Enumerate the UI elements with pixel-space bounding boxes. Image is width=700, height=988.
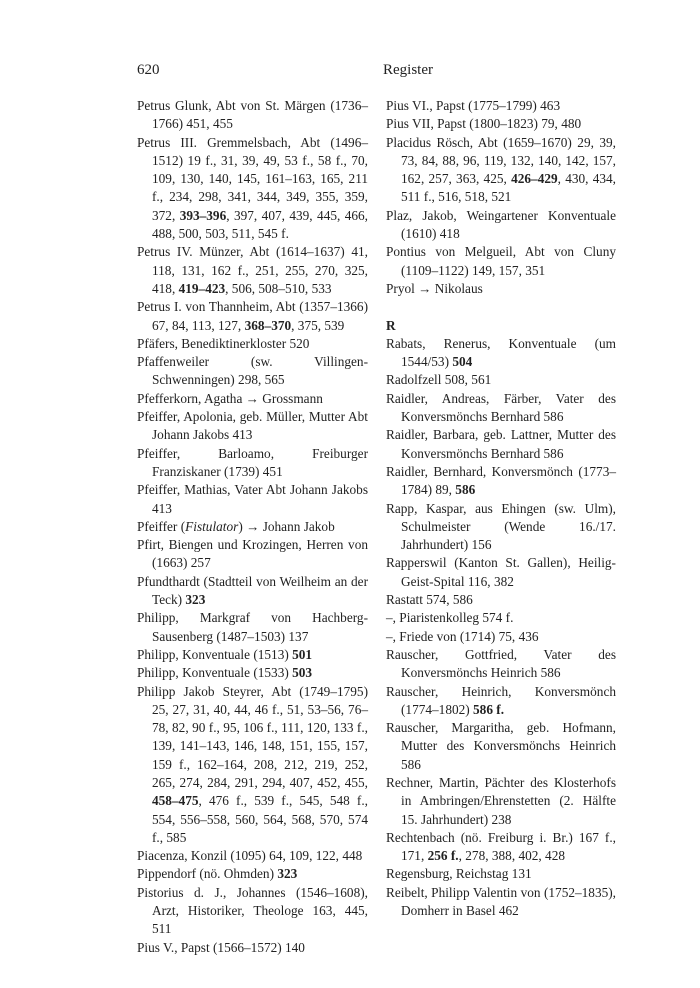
index-entry: Pfäfers, Benediktinerkloster 520	[137, 335, 310, 351]
index-entry: Rapperswil (Kanton St. Gallen), Heilig-Geist-Spital 116, 382	[386, 555, 616, 589]
index-entry: Philipp, Konventuale (1533) 503	[137, 665, 313, 681]
index-entry: Placidus Rösch, Abt (1659–1670) 29, 39, 73, 84, 88, 96, 119, 132, 140, 142, 157, 162, 257, 363, 425, 426–429, 430, 434, 511 f., 516, 518, 521	[386, 134, 617, 205]
index-entry: Petrus III. Gremmelsbach, Abt (1496–1512) 19 f., 31, 39, 49, 53 f., 58 f., 70, 109, 130, 140, 145, 161–163, 165, 211 f., 234, 298, 341, 344, 349, 355, 359, 372, 393–396, 397, 407, 439, 445, 466, 488, 500, 503, 511, 545 f.	[137, 134, 368, 242]
index-entry: Pfeiffer (Fistulator) → Johann Jakob	[137, 518, 335, 534]
index-entry: Rabats, Renerus, Konventuale (um 1544/53) 504	[386, 335, 616, 370]
index-entry: Pius V., Papst (1566–1572) 140	[137, 939, 305, 955]
index-entry: –, Piaristenkolleg 574 f.	[386, 610, 514, 626]
index-entry: Pfeiffer, Barloamo, Freiburger Franziskaner (1739) 451	[137, 445, 368, 479]
index-entry: Pfefferkorn, Agatha → Grossmann	[137, 390, 323, 406]
index-entry: Piacenza, Konzil (1095) 64, 109, 122, 448	[137, 848, 363, 864]
index-entry: Pius VI., Papst (1775–1799) 463	[386, 98, 561, 113]
index-entry: Pfaffenweiler (sw. Villingen-Schwenningen) 298, 565	[137, 354, 368, 388]
section-gap	[386, 298, 616, 316]
index-entry: Pippendorf (nö. Ohmden) 323	[137, 866, 298, 882]
index-entry: –, Friede von (1714) 75, 436	[386, 628, 539, 644]
index-entry: Philipp Jakob Steyrer, Abt (1749–1795) 25, 27, 31, 40, 44, 46 f., 51, 53–56, 76–78, 82, 90 f., 95, 106 f., 111, 120, 133 f., 139, 141–143, 146, 148, 151, 155, 157, 159 f., 162–164, 208, 212, 219, 252, 265, 274, 284, 291, 294, 407, 452, 455, 458–475, 476 f., 539 f., 545, 548 f., 554, 556–558, 560, 564, 568, 570, 574 f., 585	[137, 683, 368, 845]
page-number: 620	[137, 62, 160, 78]
index-entry: Radolfzell 508, 561	[386, 372, 492, 388]
index-column-right	[386, 97, 616, 920]
index-entry: Pryol → Nikolaus	[386, 280, 483, 296]
index-entry: Pontius von Melgueil, Abt von Cluny (1109–1122) 149, 157, 351	[386, 244, 616, 278]
index-entry: Petrus I. von Thannheim, Abt (1357–1366) 67, 84, 113, 127, 368–370, 375, 539	[137, 299, 368, 333]
index-entry: Rauscher, Gottfried, Vater des Konversmönchs Heinrich 586	[386, 646, 616, 681]
index-entry: Raidler, Bernhard, Konversmönch (1773–1784) 89, 586	[386, 463, 616, 498]
index-entry: Reibelt, Philipp Valentin von (1752–1835), Domherr in Basel 462	[386, 884, 616, 919]
running-head: Register	[383, 62, 433, 78]
index-entry: Rapp, Kaspar, aus Ehingen (sw. Ulm), Schulmeister (Wende 16./17. Jahrhundert) 156	[386, 500, 616, 553]
index-entry: Regensburg, Reichstag 131	[386, 866, 532, 882]
index-entry: Rauscher, Margaritha, geb. Hofmann, Mutter des Konversmönchs Heinrich 586	[386, 720, 616, 772]
index-entry: Pius VII, Papst (1800–1823) 79, 480	[386, 116, 582, 132]
section-letter: R	[386, 317, 396, 333]
index-entry: Raidler, Andreas, Färber, Vater des Konversmönchs Bernhard 586	[386, 390, 616, 425]
index-entry: Philipp, Markgraf von Hachberg-Sausenberg (1487–1503) 137	[137, 610, 368, 644]
index-entry: Rechner, Martin, Pächter des Klosterhofs in Ambringen/Ehrenstetten (2. Hälfte 15. Jahrhundert) 238	[386, 774, 616, 827]
index-entry: Rastatt 574, 586	[386, 592, 473, 608]
index-entry: Pfeiffer, Mathias, Vater Abt Johann Jakobs 413	[137, 482, 368, 516]
index-entry: Petrus IV. Münzer, Abt (1614–1637) 41, 118, 131, 162 f., 251, 255, 270, 325, 418, 419–423, 506, 508–510, 533	[137, 244, 368, 296]
index-entry: Pistorius d. J., Johannes (1546–1608), Arzt, Historiker, Theologe 163, 445, 511	[137, 884, 368, 937]
index-entry: Rechtenbach (nö. Freiburg i. Br.) 167 f., 171, 256 f., 278, 388, 402, 428	[386, 829, 616, 864]
index-entry: Pfirt, Biengen und Krozingen, Herren von (1663) 257	[137, 537, 368, 571]
index-entry: Pfeiffer, Apolonia, geb. Müller, Mutter Abt Johann Jakobs 413	[137, 409, 368, 443]
index-entry: Pfundthardt (Stadtteil von Weilheim an der Teck) 323	[137, 573, 368, 608]
index-column-left	[137, 97, 368, 957]
index-entry: Rauscher, Heinrich, Konversmönch (1774–1802) 586 f.	[386, 683, 616, 717]
index-entry: Raidler, Barbara, geb. Lattner, Mutter des Konversmönchs Bernhard 586	[386, 427, 616, 461]
index-entry: Plaz, Jakob, Weingartener Konventuale (1610) 418	[386, 207, 616, 242]
index-entry: Philipp, Konventuale (1513) 501	[137, 646, 313, 662]
index-entry: Petrus Glunk, Abt von St. Märgen (1736–1766) 451, 455	[137, 98, 368, 132]
